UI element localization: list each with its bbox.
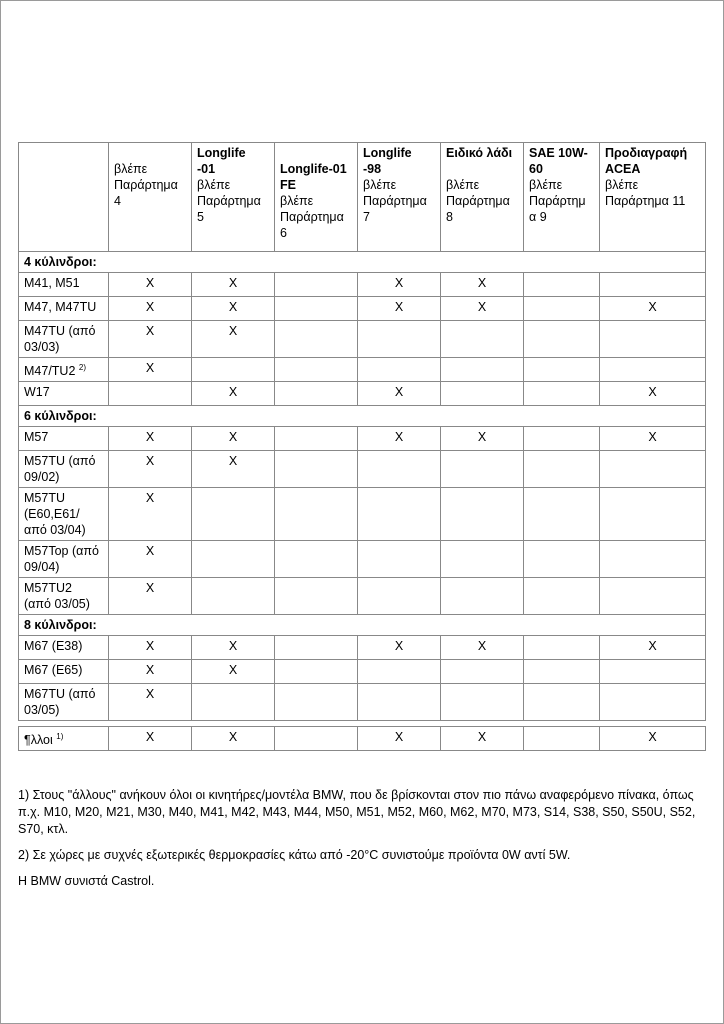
header-corner	[19, 143, 109, 252]
engine-label: M47/TU2 $^{2)}$	[19, 358, 109, 382]
table-row	[19, 660, 706, 684]
cell-mark: X	[358, 382, 441, 406]
cell-mark: X	[441, 727, 524, 751]
table-row	[19, 321, 706, 358]
engine-label: ¶λλοι $^{1)}$	[19, 727, 109, 751]
table-row	[19, 451, 706, 488]
cell-mark: X	[192, 660, 275, 684]
group-row-8cyl	[19, 615, 706, 636]
table-row	[19, 297, 706, 321]
cell-mark: X	[109, 660, 192, 684]
cell-mark: X	[600, 382, 706, 406]
table-row	[19, 273, 706, 297]
cell-mark: X	[358, 727, 441, 751]
cell-mark: X	[192, 273, 275, 297]
cell-mark: X	[109, 541, 192, 578]
header-col-5: Ειδικό λάδι βλέπε Παράρτημα 8	[441, 143, 524, 252]
header-col-4: Longlife -98 βλέπε Παράρτημα 7	[358, 143, 441, 252]
cell-mark: X	[109, 727, 192, 751]
table-row	[19, 578, 706, 615]
cell-mark: X	[109, 297, 192, 321]
engine-label: M57TU (E60,E61/ από 03/04)	[19, 488, 109, 541]
header-col-1: βλέπε Παράρτημα 4	[109, 143, 192, 252]
cell-mark: X	[600, 297, 706, 321]
group-row-6cyl	[19, 406, 706, 427]
cell-mark: X	[441, 636, 524, 660]
footnote-2: 2) Σε χώρες με συχνές εξωτερικές θερμοκρασίες κάτω από -20°C συνιστούμε προϊόντα 0W αντί 5W.	[18, 848, 571, 862]
engine-label: M57TU (από 09/02)	[19, 451, 109, 488]
engine-label: M67 (E38)	[19, 636, 109, 660]
engine-label: M47, M47TU	[19, 297, 109, 321]
cell-mark: X	[109, 684, 192, 721]
engine-label: M67TU (από 03/05)	[19, 684, 109, 721]
table-row	[19, 684, 706, 721]
cell-mark: X	[441, 297, 524, 321]
cell-mark: X	[192, 321, 275, 358]
cell-mark: X	[358, 297, 441, 321]
table-row	[19, 636, 706, 660]
engine-label: M57Top (από 09/04)	[19, 541, 109, 578]
engine-label: M67 (E65)	[19, 660, 109, 684]
cell-mark: X	[600, 427, 706, 451]
header-col-6: SAE 10W- 60 βλέπε Παράρτημ α 9	[524, 143, 600, 252]
cell-mark: X	[358, 273, 441, 297]
engine-label: M41, M51	[19, 273, 109, 297]
footnotes	[18, 787, 698, 899]
table-row	[19, 382, 706, 406]
engine-label: W17	[19, 382, 109, 406]
table-row	[19, 488, 706, 541]
table-row	[19, 358, 706, 382]
footnote-1: 1) Στους "άλλους" ανήκουν όλοι οι κινητήρες/μοντέλα BMW, που δε βρίσκονται στον πιο πάνω αναφερόμενο πίνακα, όπως π.χ. M10, M20, M21, M30, M40, M41, M42, M43, M44, M50, M51, M52, M60, M62, M70, M73, S14, S38, S50, S50U, S52, S70, κτλ.	[18, 788, 696, 836]
group-label: 4 κύλινδροι:	[19, 252, 706, 273]
header-col-3: Longlife-01 FE βλέπε Παράρτημα 6	[275, 143, 358, 252]
cell-mark: X	[109, 578, 192, 615]
cell-mark: X	[441, 273, 524, 297]
cell-mark: X	[600, 636, 706, 660]
engine-label: M57TU2 (από 03/05)	[19, 578, 109, 615]
cell-mark: X	[192, 427, 275, 451]
cell-mark: X	[192, 636, 275, 660]
cell-mark: X	[109, 321, 192, 358]
group-label: 6 κύλινδροι:	[19, 406, 706, 427]
header-row	[19, 143, 706, 252]
cell-mark: X	[109, 451, 192, 488]
group-label: 8 κύλινδροι:	[19, 615, 706, 636]
cell-mark: X	[109, 358, 192, 382]
cell-mark: X	[192, 727, 275, 751]
engine-label: M47TU (από 03/03)	[19, 321, 109, 358]
cell-mark: X	[600, 727, 706, 751]
cell-mark: X	[109, 273, 192, 297]
cell-mark: X	[358, 427, 441, 451]
table-row	[19, 427, 706, 451]
engine-label: M57	[19, 427, 109, 451]
table-row	[19, 727, 706, 751]
cell-mark: X	[358, 636, 441, 660]
cell-mark: X	[109, 636, 192, 660]
cell-mark: X	[109, 427, 192, 451]
cell-mark: X	[192, 382, 275, 406]
cell-mark: X	[109, 488, 192, 541]
oil-spec-table	[18, 142, 706, 751]
header-col-7: Προδιαγραφή ACEA βλέπε Παράρτημα 11	[600, 143, 706, 252]
group-row-4cyl	[19, 252, 706, 273]
header-col-2: Longlife -01 βλέπε Παράρτημα 5	[192, 143, 275, 252]
cell-mark: X	[441, 427, 524, 451]
footnote-3: Η BMW συνιστά Castrol.	[18, 874, 155, 888]
cell-mark: X	[192, 451, 275, 488]
table-row	[19, 541, 706, 578]
cell-mark: X	[192, 297, 275, 321]
